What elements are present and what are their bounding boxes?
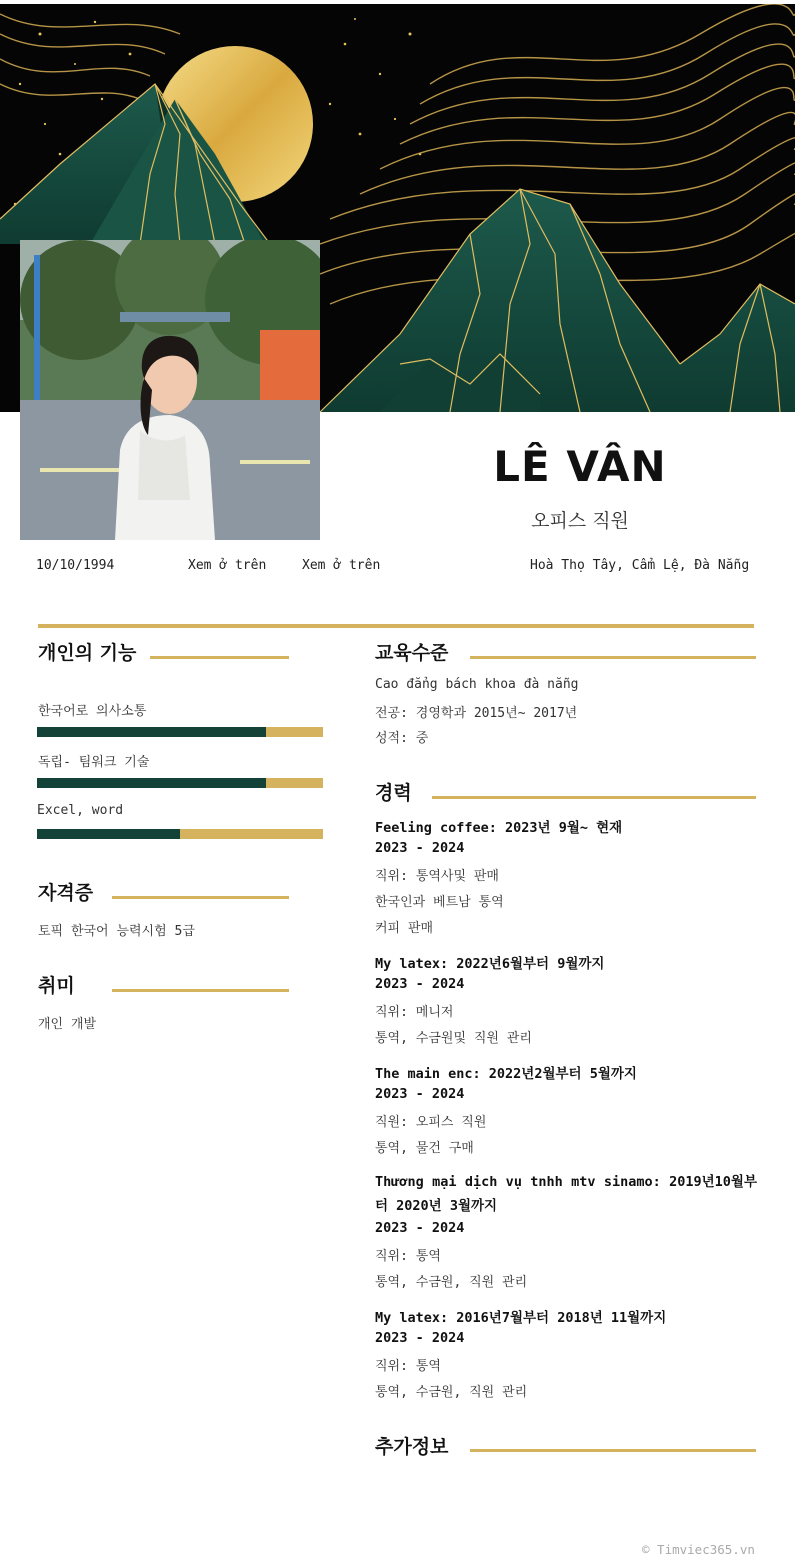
skill-bar bbox=[37, 829, 323, 839]
job-period: 2023 - 2024 bbox=[375, 840, 465, 856]
education-heading: 교육수준 bbox=[375, 642, 449, 664]
job-period: 2023 - 2024 bbox=[375, 1330, 465, 1346]
job-company: My latex: 2016년7월부터 2018년 11월까지 bbox=[375, 1310, 667, 1326]
hobby-item: 개인 개발 bbox=[38, 1017, 97, 1032]
experience-heading-line bbox=[432, 796, 756, 799]
footer-watermark: © Timviec365.vn bbox=[642, 1542, 755, 1557]
skills-heading-line bbox=[150, 656, 289, 659]
skill-label: 독립- 팀워크 기술 bbox=[38, 755, 150, 770]
job-detail: 통역, 수금원및 직원 관리 bbox=[375, 1031, 532, 1046]
certificates-heading: 자격증 bbox=[38, 882, 94, 904]
email: Xem ở trên bbox=[302, 558, 381, 573]
education-major: 전공: 경영학과 2015년~ 2017년 bbox=[375, 706, 578, 721]
job-period: 2023 - 2024 bbox=[375, 976, 465, 992]
job-period: 2023 - 2024 bbox=[375, 1086, 465, 1102]
section-divider bbox=[38, 624, 754, 628]
skill-bar-fill bbox=[37, 727, 266, 737]
job-company: Thương mại dịch vụ tnhh mtv sinamo: 2019년10월부터 2020년 3월까지 bbox=[375, 1174, 757, 1214]
hobbies-heading-line bbox=[112, 989, 289, 992]
person-photo-icon bbox=[20, 240, 320, 540]
education-school: Cao đẳng bách khoa đà nẵng bbox=[375, 677, 579, 692]
job-detail: 한국인과 베트남 통역 bbox=[375, 895, 504, 910]
job-detail: 통역, 수금원, 직원 관리 bbox=[375, 1275, 528, 1290]
hobbies-heading: 취미 bbox=[38, 975, 75, 997]
job-detail: 직위: 통역 bbox=[375, 1359, 441, 1374]
skill-bar-fill bbox=[37, 778, 266, 788]
certificates-heading-line bbox=[112, 896, 289, 899]
skill-label: Excel, word bbox=[37, 803, 124, 818]
skill-label: 한국어로 의사소통 bbox=[38, 704, 147, 719]
certificate-item: 토픽 한국어 능력시험 5급 bbox=[38, 924, 195, 939]
candidate-role: 오피스 직원 bbox=[531, 510, 629, 532]
job-company: Feeling coffee: 2023년 9월~ 현재 bbox=[375, 820, 623, 836]
education-grade: 성적: 중 bbox=[375, 731, 429, 746]
education-heading-line bbox=[470, 656, 756, 659]
job-detail: 커피 판매 bbox=[375, 921, 434, 936]
job-company: My latex: 2022년6월부터 9월까지 bbox=[375, 956, 605, 972]
profile-photo bbox=[20, 240, 320, 540]
job-detail: 직위: 메니저 bbox=[375, 1005, 454, 1020]
skill-bar bbox=[37, 778, 323, 788]
candidate-name: LÊ VÂN bbox=[493, 442, 667, 491]
job-detail: 통역, 물건 구매 bbox=[375, 1141, 474, 1156]
job-period: 2023 - 2024 bbox=[375, 1220, 465, 1236]
additional-heading: 추가정보 bbox=[375, 1436, 449, 1458]
job-detail: 직위: 통역 bbox=[375, 1249, 441, 1264]
skill-bar-fill bbox=[37, 829, 180, 839]
job-detail: 직원: 오피스 직원 bbox=[375, 1115, 487, 1130]
birthdate: 10/10/1994 bbox=[36, 558, 115, 573]
skill-bar bbox=[37, 727, 323, 737]
experience-heading: 경력 bbox=[375, 782, 412, 804]
address: Hoà Thọ Tây, Cẩm Lệ, Đà Nẵng bbox=[530, 558, 750, 573]
job-company: The main enc: 2022년2월부터 5월까지 bbox=[375, 1066, 637, 1082]
job-detail: 직위: 통역사및 판매 bbox=[375, 869, 499, 884]
job-detail: 통역, 수금원, 직원 관리 bbox=[375, 1385, 528, 1400]
additional-heading-line bbox=[470, 1449, 756, 1452]
phone: Xem ở trên bbox=[188, 558, 267, 573]
skills-heading: 개인의 기능 bbox=[38, 642, 137, 664]
